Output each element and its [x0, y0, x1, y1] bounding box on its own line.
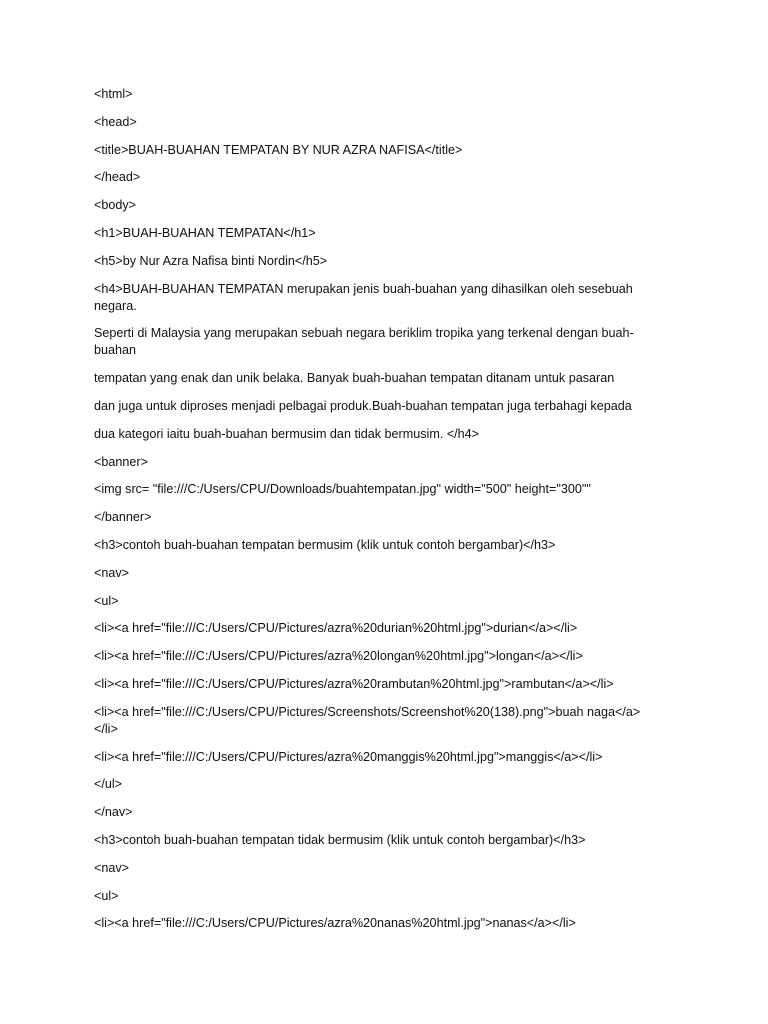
h4-paragraph-line-3: tempatan yang enak dan unik belaka. Banyak buah-buahan tempatan ditanam untuk pasaran: [94, 371, 615, 386]
li-nanas-line: <li><a href="file:///C:/Users/CPU/Pictures/azra%20nanas%20html.jpg">nanas</a></li>: [94, 916, 576, 931]
h4-paragraph-line-1: <h4>BUAH-BUAHAN TEMPATAN merupakan jenis buah-buahan yang dihasilkan oleh sesebuah negara.: [94, 281, 637, 313]
ul-open-line: <ul>: [94, 593, 119, 608]
h4-paragraph-line-2: Seperti di Malaysia yang merupakan sebuah negara beriklim tropika yang terkenal dengan buah-buahan: [94, 326, 634, 358]
li-buah-naga-line: <li><a href="file:///C:/Users/CPU/Pictures/Screenshots/Screenshot%20(138).png">buah naga</a></li>: [94, 704, 641, 736]
nav-open-line-2: <nav>: [94, 860, 130, 875]
h4-paragraph-line-5: dua kategori iaitu buah-buahan bermusim dan tidak bermusim. </h4>: [94, 426, 480, 441]
h3-non-seasonal-line: <h3>contoh buah-buahan tempatan tidak bermusim (klik untuk contoh bergambar)</h3>: [94, 832, 586, 847]
li-durian-line: <li><a href="file:///C:/Users/CPU/Pictures/azra%20durian%20html.jpg">durian</a></li>: [94, 621, 578, 636]
ul-close-line: </ul>: [94, 777, 123, 792]
nav-open-line: <nav>: [94, 565, 130, 580]
h5-line: <h5>by Nur Azra Nafisa binti Nordin</h5>: [94, 253, 328, 268]
h3-seasonal-line: <h3>contoh buah-buahan tempatan bermusim (klik untuk contoh bergambar)</h3>: [94, 537, 556, 552]
banner-open-line: <banner>: [94, 454, 148, 469]
banner-close-line: </banner>: [94, 510, 152, 525]
body-open-line: <body>: [94, 198, 137, 213]
document-text: [94, 86, 654, 943]
head-open-line: <head>: [94, 114, 137, 129]
h4-paragraph-line-4: dan juga untuk diproses menjadi pelbagai produk.Buah-buahan tempatan juga terbahagi kepada: [94, 398, 632, 413]
nav-close-line: </nav>: [94, 805, 133, 820]
h1-line: <h1>BUAH-BUAHAN TEMPATAN</h1>: [94, 225, 316, 240]
head-close-line: </head>: [94, 170, 141, 185]
title-line: <title>BUAH-BUAHAN TEMPATAN BY NUR AZRA NAFISA</title>: [94, 142, 463, 157]
img-line: <img src= "file:///C:/Users/CPU/Downloads/buahtempatan.jpg" width="500" height="300"": [94, 482, 591, 497]
html-open-line: <html>: [94, 87, 133, 101]
ul-open-line-2: <ul>: [94, 888, 119, 903]
li-longan-line: <li><a href="file:///C:/Users/CPU/Pictures/azra%20longan%20html.jpg">longan</a></li>: [94, 649, 583, 664]
li-manggis-line: <li><a href="file:///C:/Users/CPU/Pictures/azra%20manggis%20html.jpg">manggis</a></li>: [94, 749, 603, 764]
li-rambutan-line: <li><a href="file:///C:/Users/CPU/Pictures/azra%20rambutan%20html.jpg">rambutan</a></li>: [94, 676, 614, 691]
